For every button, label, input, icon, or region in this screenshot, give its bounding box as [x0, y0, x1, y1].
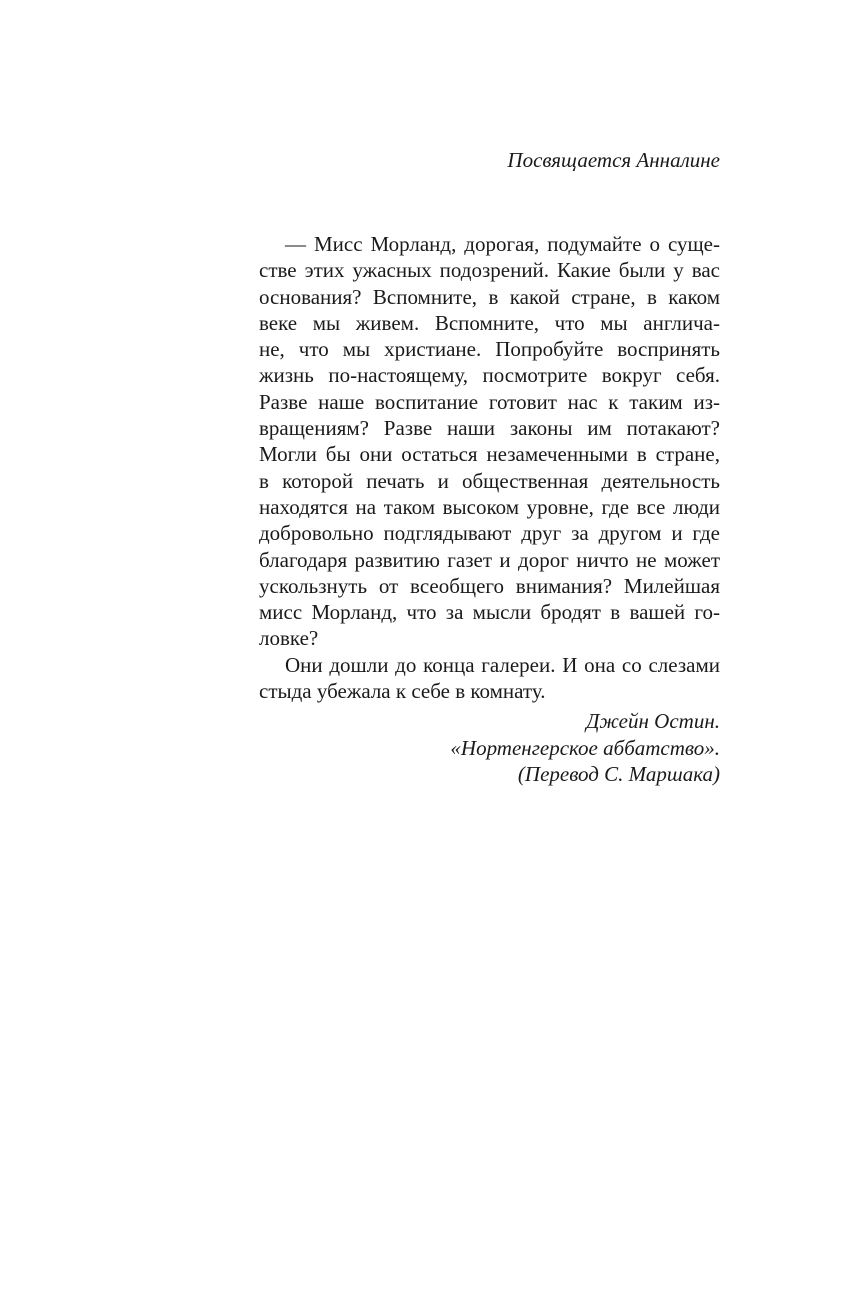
dedication: Посвящается Анналине	[507, 148, 720, 172]
text-line: ловке?	[259, 626, 319, 651]
text-line: Разве наше воспитание готовит нас к таким из-	[259, 389, 720, 414]
text-line: Могли бы они остаться незамеченными в стране,	[259, 442, 720, 467]
text-line: добровольно подглядывают друг за другом и где	[259, 521, 720, 546]
text-line: находятся на таком высоком уровне, где все люди	[259, 494, 720, 519]
text-line: Они дошли до конца галереи. И она со слезами	[285, 652, 720, 677]
epigraph-attribution	[259, 708, 720, 788]
attribution-work: «Нортенгерское аббатство».	[450, 735, 720, 760]
text-line: — Мисс Морланд, дорогая, подумайте о суще-	[285, 232, 720, 256]
epigraph-paragraph-1	[259, 231, 720, 652]
text-line: стве этих ужасных подозрений. Какие были у вас	[259, 258, 720, 283]
attribution-author: Джейн Остин.	[586, 709, 720, 734]
text-line: не, что мы христиане. Попробуйте воспринять	[259, 337, 720, 362]
text-line: ускользнуть от всеобщего внимания? Милейшая	[259, 573, 720, 598]
text-line: благодаря развитию газет и дорог ничто не может	[259, 547, 720, 572]
text-line: веке мы живем. Вспомните, что мы англича-	[259, 310, 720, 335]
text-line: в которой печать и общественная деятельность	[259, 468, 720, 493]
text-line: основания? Вспомните, в какой стране, в каком	[259, 284, 720, 309]
text-line: мисс Морланд, что за мысли бродят в вашей го-	[259, 600, 720, 625]
text-line: вращениям? Разве наши законы им потакают?	[259, 416, 720, 441]
epigraph-paragraph-2	[259, 652, 720, 705]
epigraph	[259, 231, 720, 788]
text-line: жизнь по-настоящему, посмотрите вокруг себя.	[259, 363, 720, 388]
attribution-translation: (Перевод С. Маршака)	[517, 762, 720, 787]
text-line: стыда убежала к себе в комнату.	[259, 679, 546, 704]
